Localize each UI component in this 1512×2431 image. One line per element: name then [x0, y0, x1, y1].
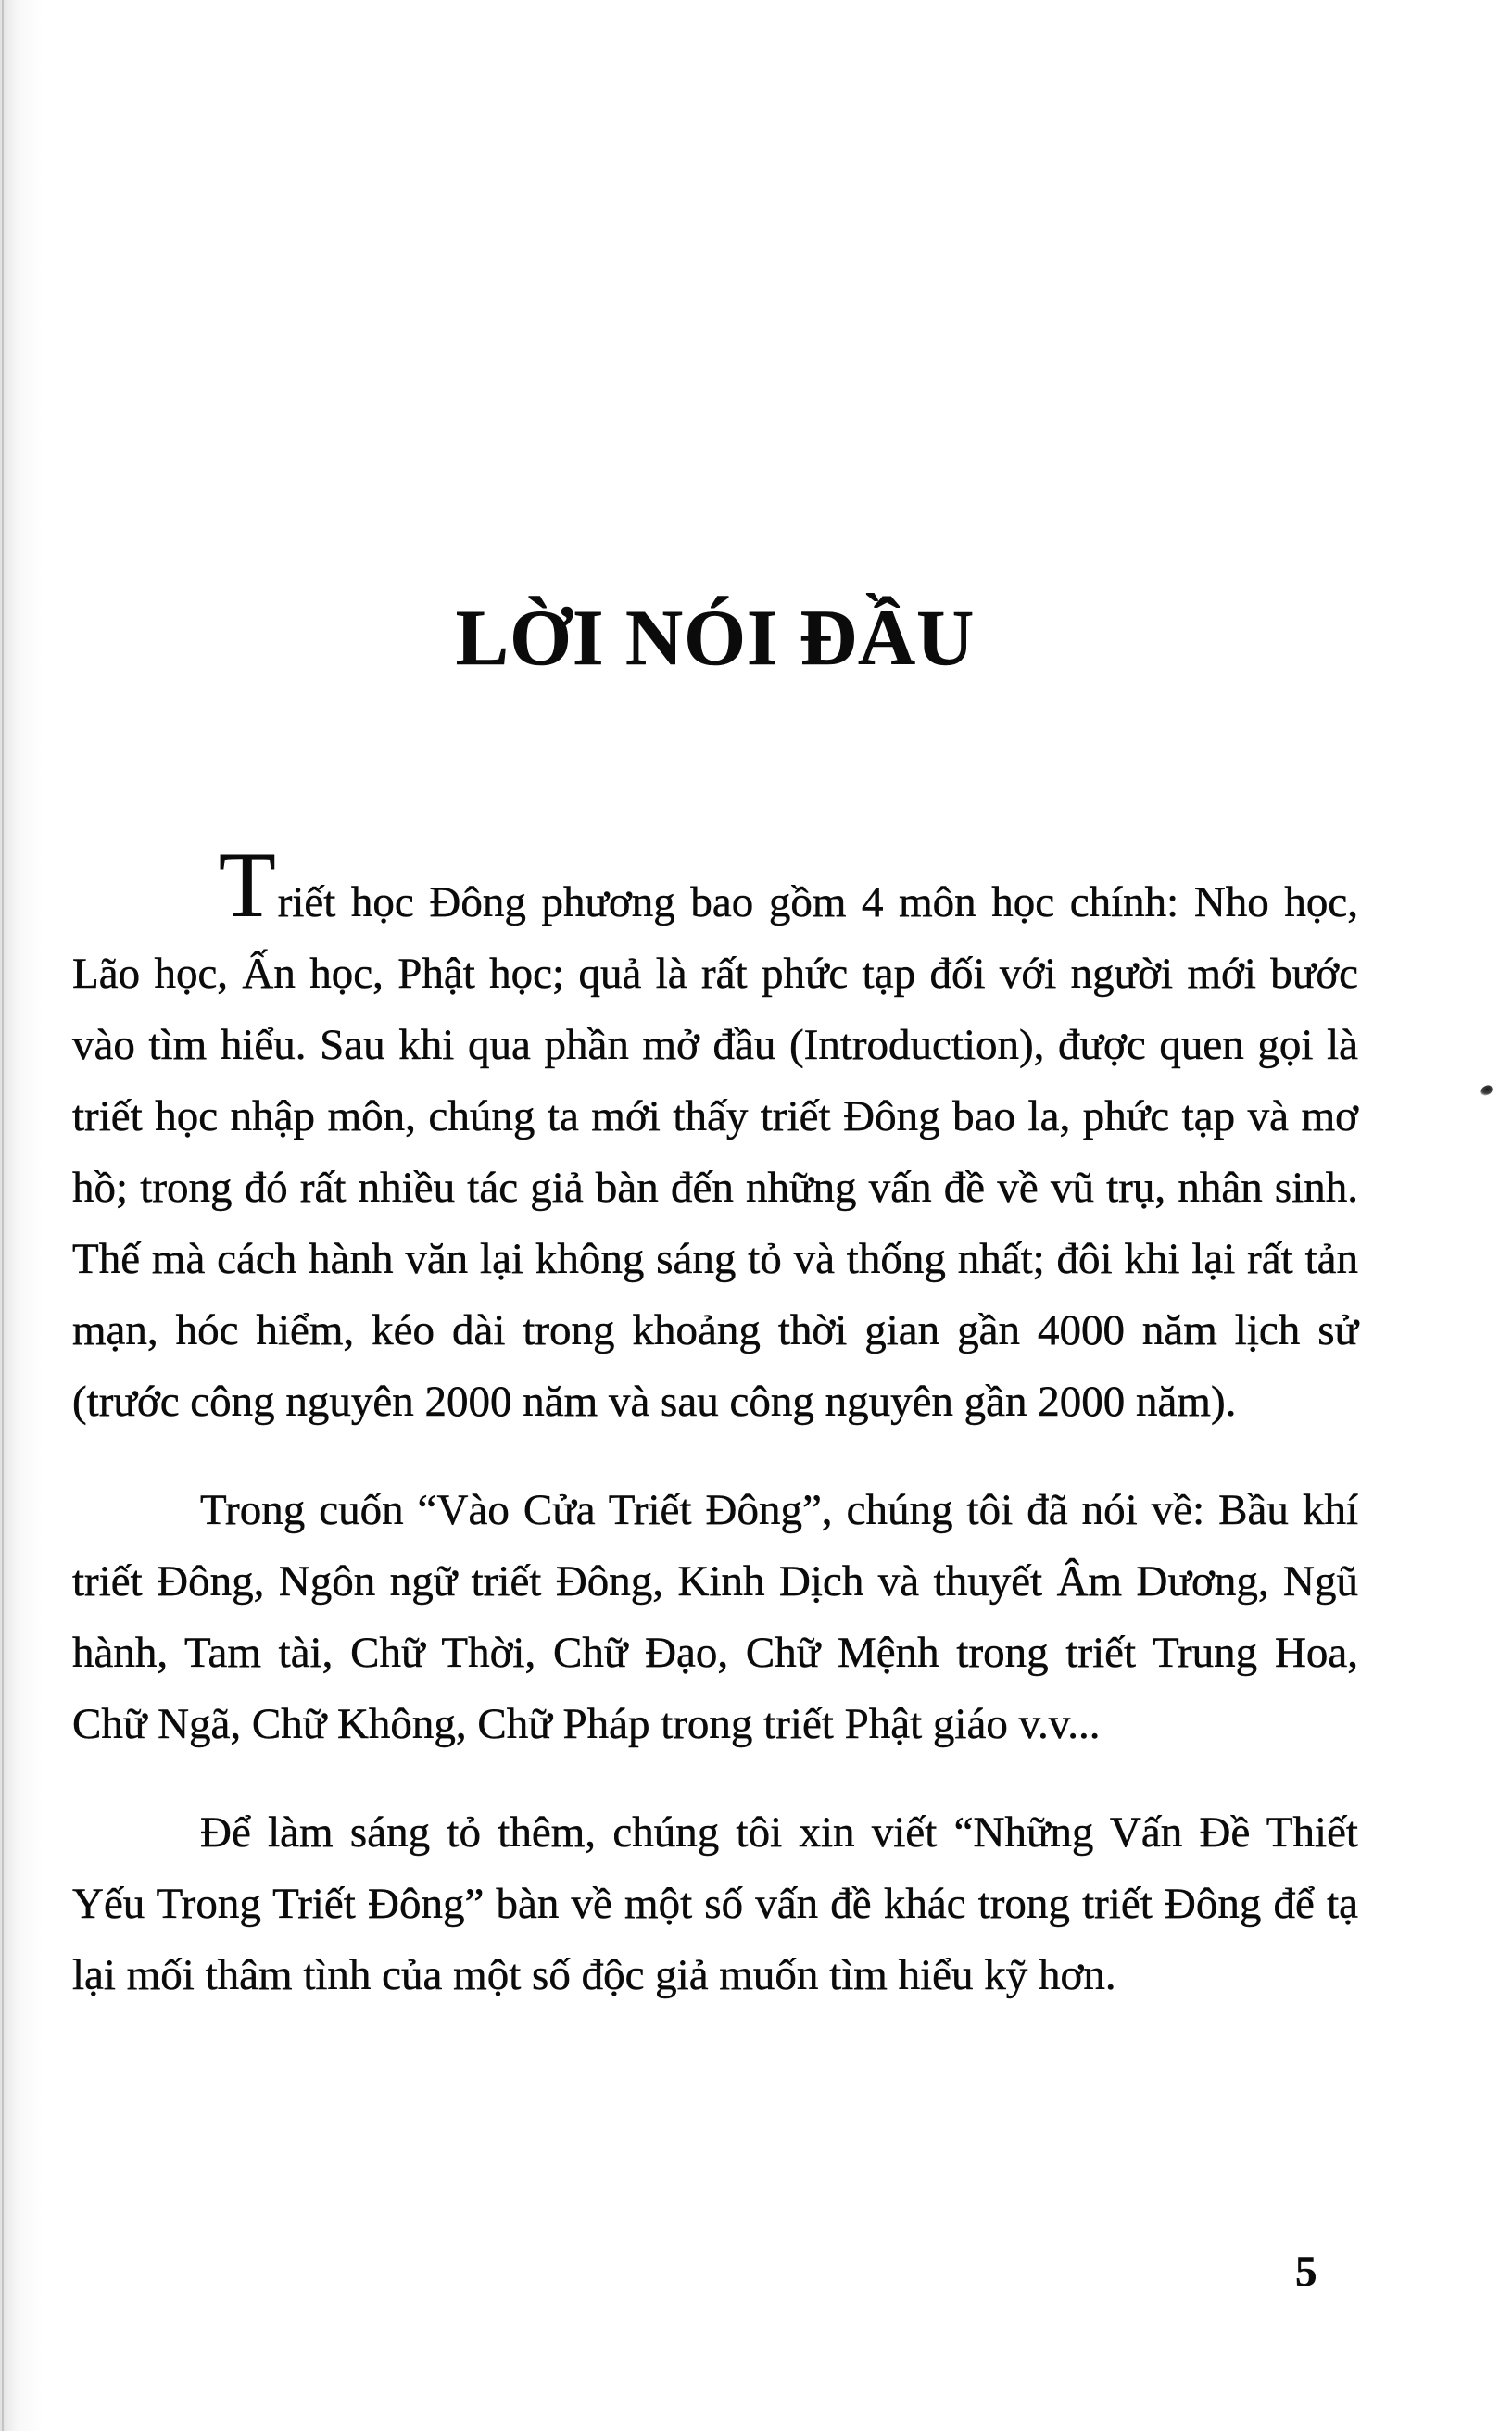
page-title: LỜI NÓI ĐẦU — [455, 593, 976, 682]
paragraph: Trong cuốn “Vào Cửa Triết Đông”, chúng tôi đã nói về: Bầu khí triết Đông, Ngôn ngữ triết Đông, Kinh Dịch và thuyết Âm Dương, Ngũ hành, Tam tài, Chữ Thời, Chữ Đạo, Chữ Mệnh trong triết Trung Hoa, Chữ Ngã, Chữ Không, Chữ Pháp trong triết Phật giáo v.v... — [72, 1486, 1358, 1748]
paragraph: Để làm sáng tỏ thêm, chúng tôi xin viết “Những Vấn Đề Thiết Yếu Trong Triết Đông” bàn về một số vấn đề khác trong triết Đông để tạ lại mối thâm tình của một số độc giả muốn tìm hiểu kỹ hơn. — [72, 1808, 1358, 1999]
dropcap-initial: T — [219, 833, 278, 937]
scan-edge-shadow — [0, 0, 43, 2431]
ink-speck — [1480, 1084, 1494, 1097]
paragraph-text: riết học Đông phương bao gồm 4 môn học chính: Nho học, Lão học, Ấn học, Phật học; quả là rất phức tạp đối với người mới bước vào tìm hiểu. Sau khi qua phần mở đầu (Introduction), được quen gọi là triết học nhập môn, chúng ta mới thấy triết Đông bao la, phức tạp và mơ hồ; trong đó rất nhiều tác giả bàn đến những vấn đề về vũ trụ, nhân sinh. Thế mà cách hành văn lại không sáng tỏ và thống nhất; đôi khi lại rất tản mạn, hóc hiểm, kéo dài trong khoảng thời gian gần 4000 năm lịch sử (trước công nguyên 2000 năm và sau công nguyên gần 2000 năm). — [72, 878, 1358, 1426]
paragraph — [72, 833, 1358, 1438]
page-content — [72, 0, 1358, 2011]
body-text — [72, 833, 1358, 2011]
page-number: 5 — [1295, 2248, 1317, 2296]
scan-edge-line — [2, 0, 4, 2431]
